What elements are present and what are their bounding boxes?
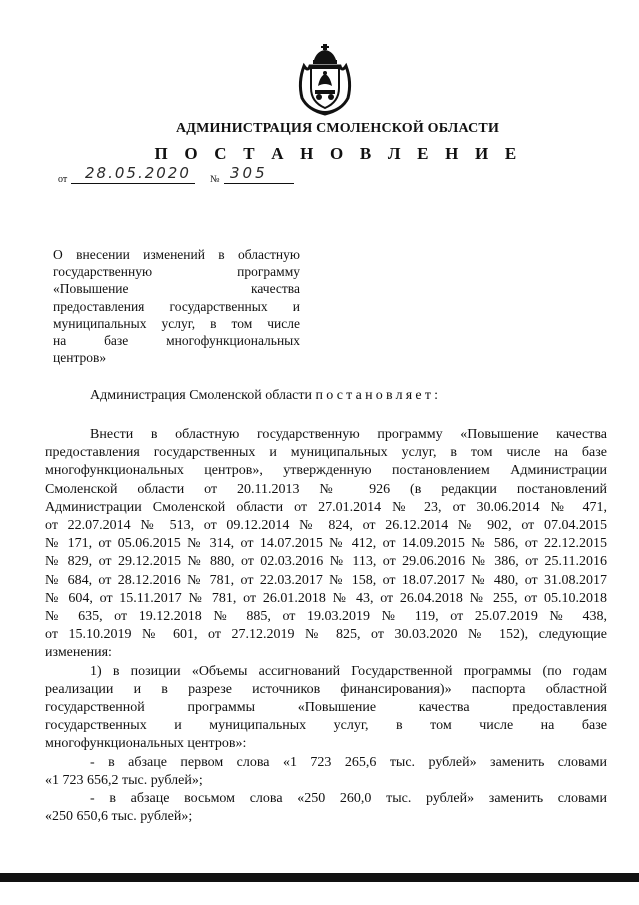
body-line: № 635, от 19.12.2018 № 885, от 19.03.2019 № 119, от 25.07.2019 № 438, xyxy=(45,609,607,625)
body-line: Администрации Смоленской области от 27.01.2014 № 23, от 30.06.2014 № 471, xyxy=(45,499,607,515)
body-line: предоставления государственных и муниципальных услуг, в том числе на базе xyxy=(45,445,607,461)
scan-bottom-border xyxy=(0,873,639,882)
body-line: - в абзаце восьмом слова «250 260,0 тыс. рублей» заменить словами xyxy=(90,791,607,807)
subject-line: «Повышение качества xyxy=(53,281,300,297)
body-line: № 829, от 29.12.2015 № 880, от 02.03.2016 № 113, от 29.06.2016 № 386, от 25.11.2016 xyxy=(45,554,607,570)
coat-of-arms-icon xyxy=(290,42,360,116)
body-line: изменения: xyxy=(45,645,112,661)
number-label: № xyxy=(210,174,220,185)
body-line: - в абзаце первом слова «1 723 265,6 тыс. рублей» заменить словами xyxy=(90,754,607,770)
body-line: от 22.07.2014 № 513, от 09.12.2014 № 824, от 26.12.2014 № 902, от 07.04.2015 xyxy=(45,518,607,534)
subject-line: государственную программу xyxy=(53,264,300,280)
document-date: 28.05.2020 xyxy=(71,166,195,184)
body-line: «1 723 656,2 тыс. рублей»; xyxy=(45,772,203,788)
document-type-title: П О С Т А Н О В Л Е Н И Е xyxy=(154,144,523,163)
document-body xyxy=(45,426,607,826)
subject-line: на базе многофункциональных xyxy=(53,333,300,349)
body-line: Внести в областную государственную программу «Повышение качества xyxy=(90,427,607,442)
body-line: многофункциональных центров»: xyxy=(45,736,247,752)
body-line: 1) в позиции «Объемы ассигнований Государственной программы (по годам xyxy=(90,663,607,679)
body-line: государственных и муниципальных услуг, в том числе на базе xyxy=(45,718,607,734)
subject-line: предоставления государственных и xyxy=(53,298,300,314)
lead-text: Администрация Смоленской области xyxy=(90,388,313,403)
body-line: Смоленской области от 20.11.2013 № 926 (в редакции постановлений xyxy=(45,481,607,497)
subject-line: муниципальных услуг, в том числе xyxy=(53,315,300,331)
resolution-lead xyxy=(90,388,441,404)
document-number: 305 xyxy=(224,166,294,184)
body-line: № 604, от 15.11.2017 № 781, от 26.01.2018 № 43, от 26.04.2018 № 255, от 05.10.2018 xyxy=(45,590,607,606)
body-line: № 171, от 05.06.2015 № 314, от 14.07.2015 № 412, от 14.09.2015 № 586, от 22.12.2015 xyxy=(45,536,607,552)
document-subject xyxy=(53,246,300,366)
body-line: «250 650,6 тыс. рублей»; xyxy=(45,809,193,825)
body-line: № 684, от 28.12.2016 № 781, от 22.03.2017 № 158, от 18.07.2017 № 480, от 31.08.2017 xyxy=(45,572,607,588)
date-label: от xyxy=(58,174,68,185)
body-line: реализации и в разрезе источников финансирования)» паспорта областной xyxy=(45,681,607,697)
body-line: государственной программы «Повышение качества предоставления xyxy=(45,700,607,716)
lead-verb: постановляет: xyxy=(315,388,442,403)
body-line: многофункциональных центров», утвержденную постановлением Администрации xyxy=(45,463,607,479)
body-line: от 15.10.2019 № 601, от 27.12.2019 № 825, от 30.03.2020 № 152), следующие xyxy=(45,627,607,643)
organization-title: АДМИНИСТРАЦИЯ СМОЛЕНСКОЙ ОБЛАСТИ xyxy=(175,121,500,136)
subject-line: центров» xyxy=(53,350,107,366)
subject-line: О внесении изменений в областную xyxy=(53,247,300,262)
